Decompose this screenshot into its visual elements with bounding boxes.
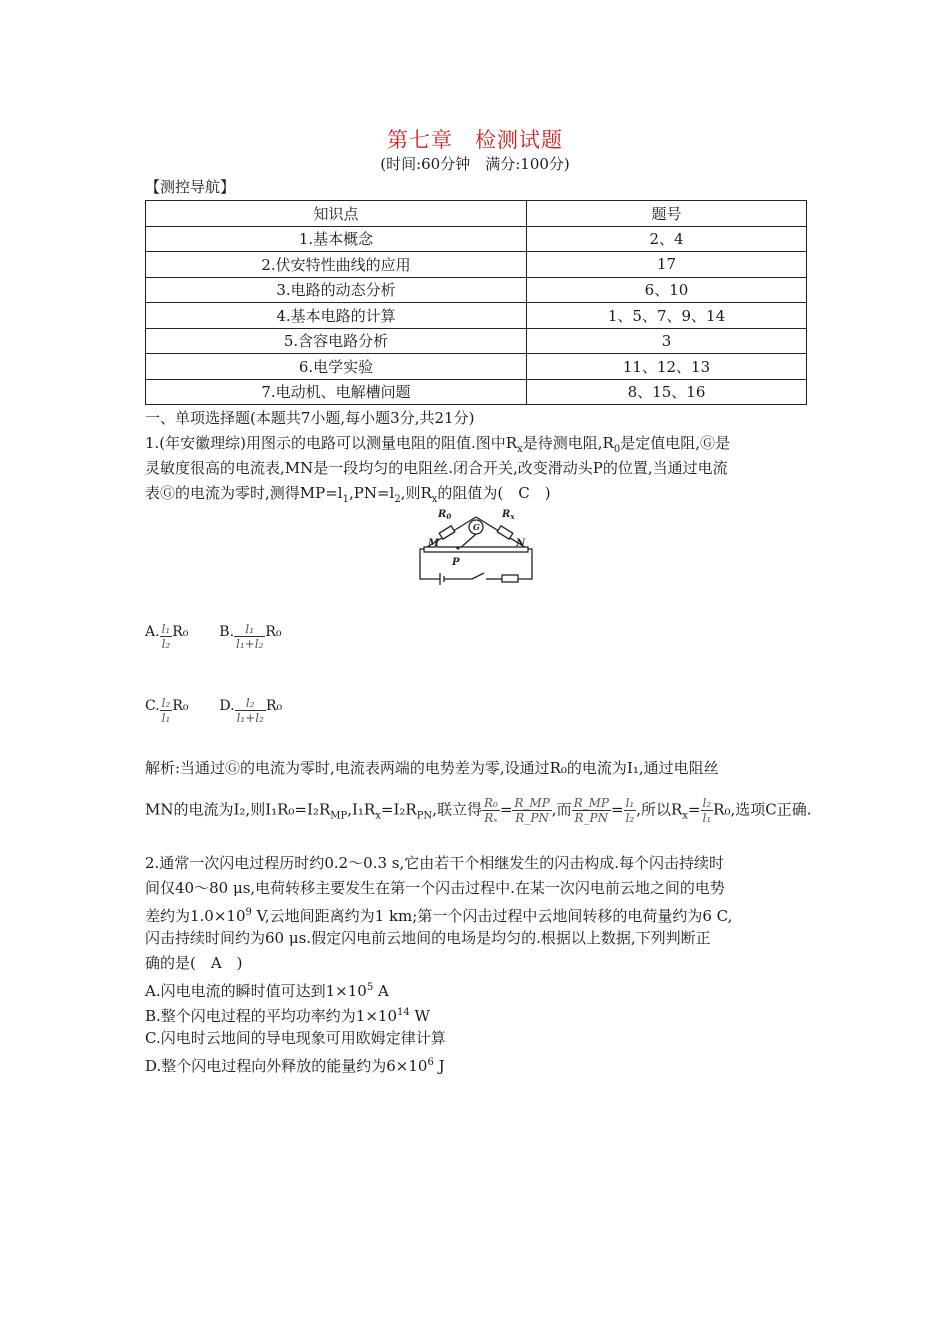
option-c-suffix: R₀ bbox=[172, 698, 189, 714]
option-b-label: B. bbox=[219, 624, 235, 640]
q2-line1: 2.通常一次闪电过程历时约0.2～0.3 s,它由若干个相继发生的闪击构成.每个闪击持续时 bbox=[145, 854, 725, 872]
table-cell: 3 bbox=[527, 328, 807, 354]
text: A.闪电电流的瞬时值可达到1×10 bbox=[145, 982, 367, 1000]
section-heading: 一、单项选择题(本题共7小题,每小题3分,共21分) bbox=[145, 409, 475, 427]
wire bbox=[518, 549, 532, 579]
numerator: l₁ bbox=[234, 622, 265, 637]
page-title: 第七章 检测试题 bbox=[387, 128, 563, 152]
text: 表Ⓖ的电流为零时,测得MP=l bbox=[145, 484, 343, 502]
page-subtitle: (时间:60分钟 满分:100分) bbox=[380, 155, 570, 173]
denominator: l₁+l₂ bbox=[236, 637, 264, 651]
denominator: l₁ bbox=[702, 811, 712, 825]
text: 差约为1.0×10 bbox=[145, 907, 246, 925]
denominator: l₂ bbox=[161, 637, 171, 651]
numerator: R₀ bbox=[483, 796, 498, 810]
subscript: 1 bbox=[342, 494, 349, 505]
switch bbox=[472, 573, 484, 579]
superscript: 5 bbox=[366, 982, 374, 993]
text: R₀,选项C正确. bbox=[713, 800, 812, 819]
q2-line2: 间仅40～80 μs,电荷转移主要发生在第一个闪击过程中.在某一次闪电前云地之间的电势 bbox=[145, 879, 725, 897]
q1-line2: 灵敏度很高的电流表,MN是一段均匀的电阻丝.闭合开关,改变滑动头P的位置,当通过电流 bbox=[145, 459, 728, 477]
option-a-label: A. bbox=[145, 624, 160, 640]
text: J bbox=[433, 1057, 445, 1075]
analysis-fraction bbox=[572, 796, 611, 825]
text: ,I₁R bbox=[347, 800, 376, 819]
denominator: Rₓ bbox=[484, 811, 498, 825]
analysis-fraction bbox=[482, 796, 500, 825]
subscript: 0 bbox=[613, 444, 621, 455]
text: ,联立得 bbox=[432, 800, 482, 819]
nav-table bbox=[145, 200, 807, 405]
numerator: R_MP bbox=[514, 796, 550, 810]
text: 1.(年安徽理综)用图示的电路可以测量电阻的阻值.图中R bbox=[145, 434, 518, 452]
option-b-suffix: R₀ bbox=[265, 624, 282, 640]
analysis-fraction bbox=[512, 796, 551, 825]
table-row bbox=[146, 328, 807, 354]
table-header: 题号 bbox=[527, 201, 807, 227]
label-r0: $R_0$ bbox=[438, 509, 452, 521]
numerator: l₁ bbox=[161, 622, 171, 636]
table-cell: 8、15、16 bbox=[527, 379, 807, 405]
q2-line4: 闪击持续时间约为60 μs.假定闪电前云地间的电场是均匀的.根据以上数据,下列判断正 bbox=[145, 929, 711, 947]
denominator: R_PN bbox=[574, 811, 609, 825]
table-header: 知识点 bbox=[146, 201, 527, 227]
table-row bbox=[146, 303, 807, 329]
text: B.整个闪电过程的平均功率约为1×10 bbox=[145, 1007, 397, 1025]
option-d-label: D. bbox=[219, 698, 235, 714]
option-a-fraction bbox=[160, 622, 173, 651]
subscript: MP bbox=[330, 810, 348, 822]
text: 是待测电阻,R bbox=[522, 434, 614, 452]
table-cell: 17 bbox=[527, 252, 807, 278]
option-c-label: C. bbox=[145, 698, 160, 714]
label-p: P bbox=[452, 557, 460, 568]
text: D.整个闪电过程向外释放的能量约为6×10 bbox=[145, 1057, 428, 1075]
option-b-fraction bbox=[234, 622, 265, 651]
r0-resistor bbox=[439, 526, 455, 539]
option-d-fraction bbox=[235, 696, 266, 725]
text: = bbox=[610, 800, 624, 819]
denominator: l₁ bbox=[161, 711, 171, 725]
label-rx: $R_x$ bbox=[502, 509, 515, 521]
q1-options-ab bbox=[145, 622, 282, 651]
numerator: R_MP bbox=[573, 796, 609, 810]
text: ,PN=l bbox=[348, 484, 395, 502]
label-g: G bbox=[473, 522, 480, 532]
table-row bbox=[146, 252, 807, 278]
table-row bbox=[146, 379, 807, 405]
text: W bbox=[409, 1007, 430, 1025]
subscript: x bbox=[431, 494, 438, 505]
nav-heading: 【测控导航】 bbox=[145, 178, 236, 196]
table-cell: 6、10 bbox=[527, 277, 807, 303]
denominator: l₂ bbox=[625, 811, 635, 825]
text: 的阻值为( C ) bbox=[437, 484, 551, 502]
option-d-suffix: R₀ bbox=[265, 698, 283, 714]
option-a-suffix: R₀ bbox=[172, 624, 189, 640]
subscript: 2 bbox=[394, 494, 401, 505]
numerator: l₂ bbox=[702, 796, 712, 810]
wire bbox=[420, 549, 440, 579]
table-cell: 1、5、7、9、14 bbox=[527, 303, 807, 329]
text: MN的电流为I₂,则I₁R₀=I₂R bbox=[145, 800, 331, 819]
text: ,而 bbox=[551, 800, 572, 819]
subscript: x bbox=[682, 810, 688, 822]
q1-options-cd bbox=[145, 696, 282, 725]
table-cell: 2.伏安特性曲线的应用 bbox=[146, 252, 527, 278]
label-n: N bbox=[516, 538, 526, 549]
q1-analysis-line1: 解析:当通过Ⓖ的电流为零时,电流表两端的电势差为零,设通过R₀的电流为I₁,通过电阻丝 bbox=[145, 759, 719, 777]
table-cell: 1.基本概念 bbox=[146, 226, 527, 252]
denominator: R_PN bbox=[515, 811, 549, 825]
subscript: x bbox=[375, 810, 381, 822]
q2-line3 bbox=[145, 902, 732, 927]
text: V,云地间距离约为1 km;第一个闪击过程中云地间转移的电荷量约为6 C, bbox=[251, 907, 733, 925]
text: ,则R bbox=[400, 484, 432, 502]
superscript: 9 bbox=[245, 907, 252, 918]
rheostat bbox=[502, 575, 518, 582]
table-cell: 11、12、13 bbox=[527, 354, 807, 380]
denominator: l₁+l₂ bbox=[236, 711, 264, 725]
table-cell: 2、4 bbox=[527, 226, 807, 252]
text: A bbox=[373, 982, 389, 1000]
table-cell: 6.电学实验 bbox=[146, 354, 527, 380]
text: 是定值电阻,Ⓖ是 bbox=[620, 434, 730, 452]
subscript: x bbox=[517, 444, 523, 455]
text: = bbox=[499, 800, 513, 819]
circuit-diagram bbox=[414, 505, 538, 589]
superscript: 6 bbox=[427, 1057, 434, 1068]
q2-option-a bbox=[145, 977, 389, 1002]
label-m: M bbox=[428, 538, 440, 549]
analysis-fraction bbox=[624, 796, 637, 825]
option-c-fraction bbox=[160, 696, 173, 725]
text: =I₂R bbox=[380, 800, 417, 819]
subscript: PN bbox=[416, 810, 433, 822]
numerator: l₂ bbox=[161, 696, 171, 710]
table-cell: 4.基本电路的计算 bbox=[146, 303, 527, 329]
table-header-row bbox=[146, 201, 807, 227]
resistance-wire-mn bbox=[424, 547, 528, 552]
text: ,所以R bbox=[636, 800, 683, 819]
numerator: l₂ bbox=[235, 696, 266, 711]
q2-line5: 确的是( A ) bbox=[145, 954, 243, 972]
analysis-fraction bbox=[701, 796, 714, 825]
rx-resistor bbox=[497, 526, 513, 539]
text: = bbox=[687, 800, 701, 819]
table-cell: 5.含容电路分析 bbox=[146, 328, 527, 354]
superscript: 14 bbox=[397, 1007, 410, 1018]
numerator: l₁ bbox=[625, 796, 635, 810]
table-cell: 3.电路的动态分析 bbox=[146, 277, 527, 303]
table-row bbox=[146, 277, 807, 303]
q2-option-b bbox=[145, 1002, 430, 1027]
table-row bbox=[146, 354, 807, 380]
q1-analysis-line2 bbox=[145, 796, 811, 828]
q2-option-d bbox=[145, 1052, 445, 1077]
q2-option-c: C.闪电时云地间的导电现象可用欧姆定律计算 bbox=[145, 1029, 446, 1047]
table-cell: 7.电动机、电解槽问题 bbox=[146, 379, 527, 405]
table-row bbox=[146, 226, 807, 252]
